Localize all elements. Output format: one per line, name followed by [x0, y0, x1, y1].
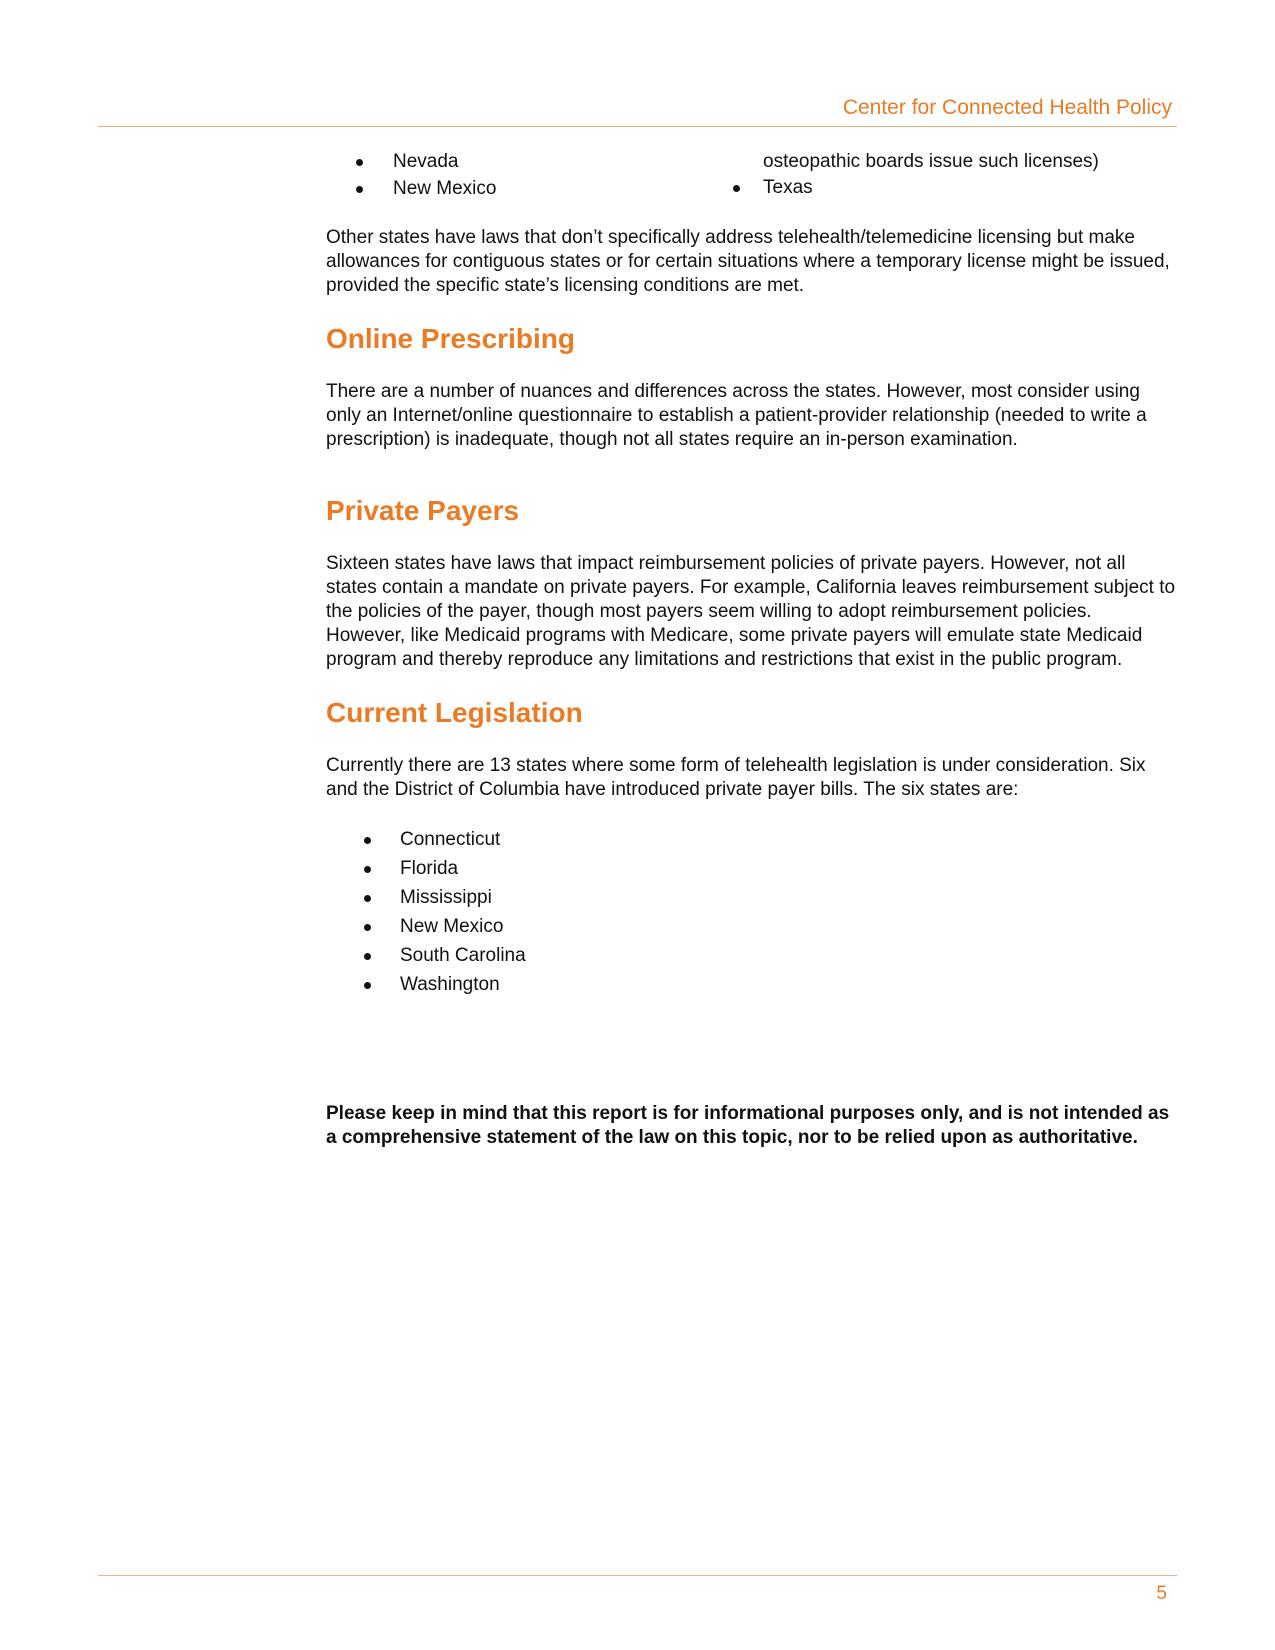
- list-item-continuation: osteopathic boards issue such licenses): [763, 151, 1099, 172]
- bullet-icon: [364, 982, 371, 989]
- footer-divider: [98, 1575, 1177, 1576]
- state-name: Washington: [400, 974, 500, 995]
- state-name: Mississippi: [400, 887, 492, 908]
- state-name: Florida: [400, 858, 459, 879]
- header-title: Center for Connected Health Policy: [842, 96, 1172, 119]
- bullet-icon: [364, 953, 371, 960]
- bullet-icon: [356, 186, 363, 193]
- section-heading-current-legislation: Current Legislation: [326, 697, 583, 728]
- list-item: [326, 828, 1176, 857]
- header-divider: [98, 126, 1177, 127]
- bullet-icon: [364, 895, 371, 902]
- list-item: [326, 857, 1176, 886]
- list-item: [326, 915, 1176, 944]
- state-name: Connecticut: [400, 829, 501, 850]
- private-payers-paragraph: Sixteen states have laws that impact reimbursement policies of private payers. However, not all states contain a mandate on private payers. For example, California leaves reimbursement subject to the policies of the payer, though most payers seem willing to adopt reimbursement policies. However, like Medicaid programs with Medicare, some private payers will emulate state Medicaid program and thereby reproduce any limitations and restrictions that exist in the public program.: [326, 553, 1176, 670]
- list-item: [326, 886, 1176, 915]
- page-content: [326, 150, 1176, 1150]
- list-item: New Mexico: [393, 178, 497, 199]
- section-heading-private-payers: Private Payers: [326, 495, 520, 526]
- licensing-paragraph: Other states have laws that don’t specifically address telehealth/telemedicine licensing but make allowances for contiguous states or for certain situations where a temporary license might be issued, provided the specific state’s licensing conditions are met.: [326, 227, 1170, 296]
- section-heading-online-prescribing: Online Prescribing: [326, 323, 575, 354]
- current-legislation-paragraph: Currently there are 13 states where some form of telehealth legislation is under consideration. Six and the District of Columbia have introduced private payer bills. The six states are:: [326, 755, 1146, 800]
- online-prescribing-paragraph: There are a number of nuances and differences across the states. However, most consider using only an Internet/online questionnaire to establish a patient-provider relationship (needed to write a prescription) is inadequate, though not all states require an in-person examination.: [326, 381, 1147, 450]
- state-name: New Mexico: [400, 916, 504, 937]
- bullet-icon: [364, 924, 371, 931]
- disclaimer: Please keep in mind that this report is for informational purposes only, and is not intended as a comprehensive statement of the law on this topic, nor to be relied upon as authoritative.: [326, 1103, 1170, 1148]
- list-item: Texas: [763, 177, 813, 198]
- list-item: [326, 973, 1176, 1002]
- continued-state-list: [326, 150, 1176, 216]
- bullet-icon: [364, 837, 371, 844]
- bullet-icon: [356, 159, 363, 166]
- bullet-icon: [733, 185, 740, 192]
- list-item: [326, 944, 1176, 973]
- state-name: South Carolina: [400, 945, 526, 966]
- page-number: 5: [1156, 1583, 1167, 1604]
- list-item: Nevada: [393, 151, 459, 172]
- bullet-icon: [364, 866, 371, 873]
- states-list: [326, 828, 1176, 1002]
